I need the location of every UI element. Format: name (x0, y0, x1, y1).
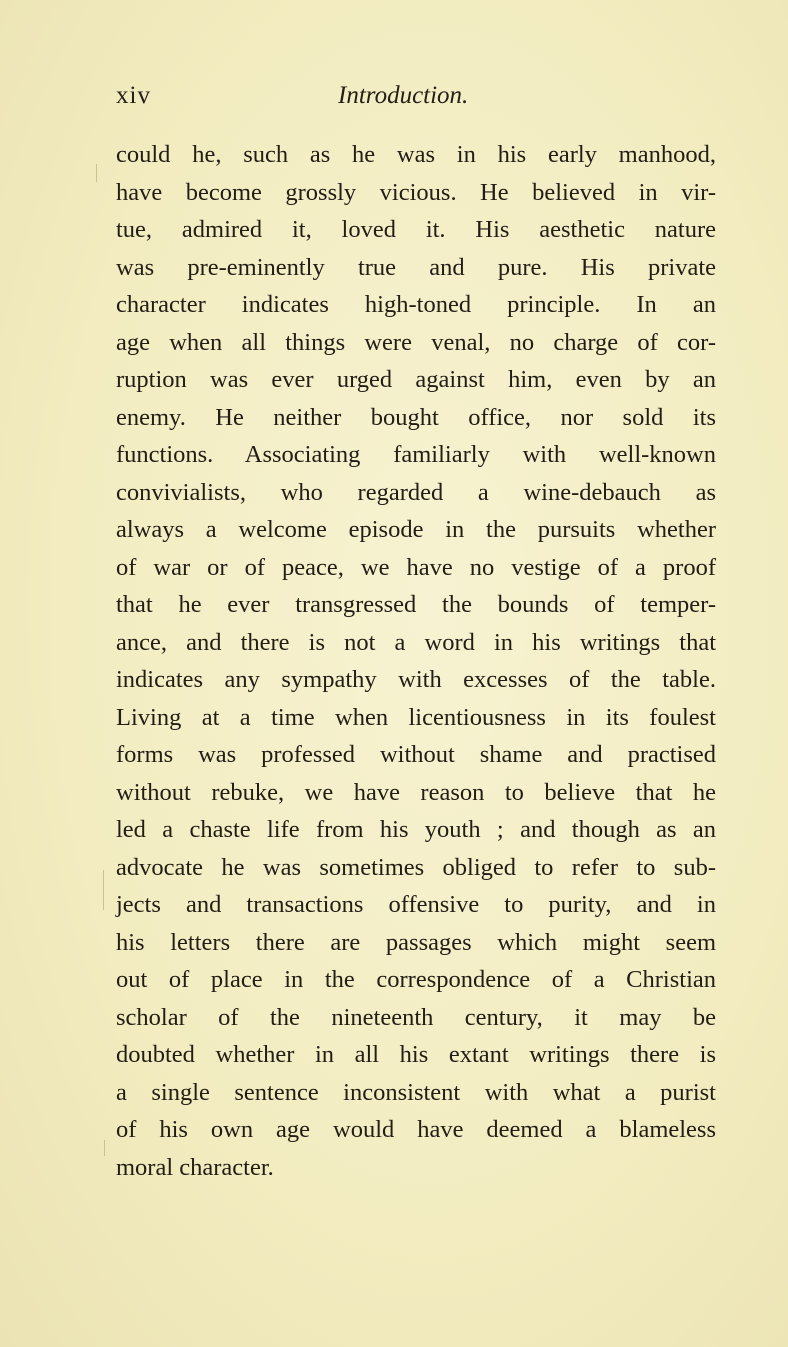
text-line: functions. Associating familiarly with well-known (116, 441, 716, 468)
text-line: tue, admired it, loved it. His aesthetic nature (116, 216, 716, 243)
running-title: Introduction. (338, 82, 469, 109)
text-line: out of place in the correspondence of a Christian (116, 966, 716, 993)
text-line: advocate he was sometimes obliged to refer to sub- (116, 853, 716, 881)
text-line: that he ever transgressed the bounds of temper- (116, 591, 716, 618)
margin-mark (103, 870, 104, 910)
text-line: jects and transactions offensive to purity, and in (116, 891, 716, 918)
text-line: doubted whether in all his extant writings there is (116, 1041, 716, 1068)
text-line: led a chaste life from his youth ; and though as an (116, 816, 716, 843)
text-line: enemy. He neither bought office, nor sold its (116, 403, 716, 431)
text-line: of war or of peace, we have no vestige of a proof (116, 553, 716, 581)
text-line: have become grossly vicious. He believed in vir- (116, 178, 716, 206)
text-line: was pre-eminently true and pure. His private (116, 253, 716, 281)
margin-mark (104, 1140, 105, 1156)
text-line: indicates any sympathy with excesses of the table. (116, 666, 716, 693)
text-line: character indicates high-toned principle. In an (116, 291, 716, 318)
text-line: always a welcome episode in the pursuits whether (116, 516, 716, 543)
text-line: of his own age would have deemed a blameless (116, 1116, 716, 1143)
text-line: could he, such as he was in his early manhood, (116, 141, 716, 168)
text-line: scholar of the nineteenth century, it may be (116, 1003, 716, 1031)
text-line: his letters there are passages which might seem (116, 928, 716, 956)
text-line: moral character. (116, 1153, 274, 1181)
text-line: Living at a time when licentiousness in its foulest (116, 703, 716, 731)
text-line: forms was professed without shame and practised (116, 741, 716, 768)
margin-mark (96, 164, 97, 182)
body-text (116, 136, 716, 1186)
text-line: without rebuke, we have reason to believe that he (116, 778, 716, 806)
running-head (116, 82, 716, 116)
text-line: ance, and there is not a word in his writings that (116, 628, 716, 656)
text-line: age when all things were venal, no charge of cor- (116, 328, 716, 356)
text-line: ruption was ever urged against him, even by an (116, 366, 716, 393)
page-number: xiv (116, 82, 151, 109)
text-line: convivialists, who regarded a wine-debauch as (116, 478, 716, 506)
text-line: a single sentence inconsistent with what a purist (116, 1078, 716, 1106)
